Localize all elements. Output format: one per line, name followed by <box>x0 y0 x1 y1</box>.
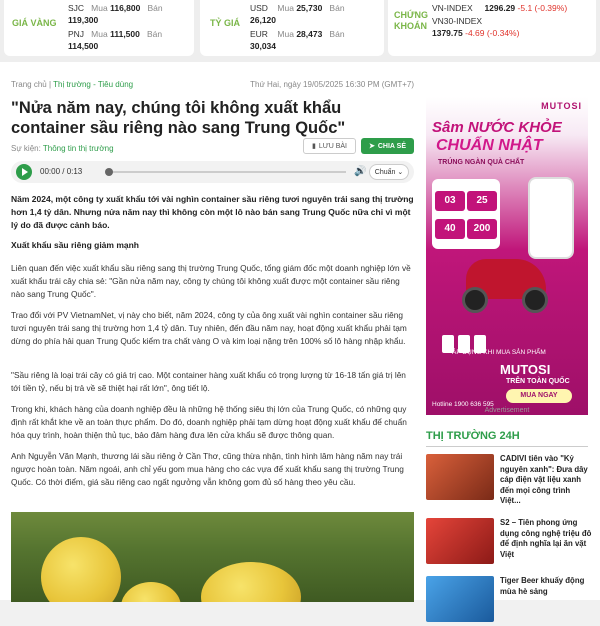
share-button[interactable] <box>361 138 414 154</box>
audio-player <box>11 161 414 183</box>
news-item[interactable] <box>426 576 588 626</box>
save-article-label: LƯU BÀI <box>318 142 347 150</box>
ad-brand-logo: MUTOSI <box>541 101 582 111</box>
ad-headline-2: CHUẨN NHẬT <box>436 137 543 154</box>
durian-shape <box>121 582 181 602</box>
audio-time: 00:00 / 0:13 <box>40 167 83 176</box>
news-thumbnail[interactable] <box>426 518 494 564</box>
news-title[interactable]: CADIVI tiên vào "Kỷ nguyên xanh": Đưa dây cáp điện vật liệu xanh đến mọi công trình Việt... <box>500 454 588 505</box>
article-paragraph: Trao đổi với PV VietnamNet, vị này cho biết, năm 2024, công ty của ông xuất vài nghìn container sầu riêng tươi nguyên trái sang thị trường hơn 1,4 tỷ dân. Tuy nhiên, đến đầu năm nay, hoạt động xuất khẩu phải tạm dừng do phía hải quan Trung Quốc kiểm tra chất vàng O và kim loại nặng trên 100% số lô hàng nhập khẩu. <box>11 310 407 346</box>
ad-prize-cell: 200 <box>467 219 497 239</box>
event-link[interactable]: Thông tin thị trường <box>42 144 114 153</box>
stock-row-vn30: VN30-INDEX <box>432 16 483 26</box>
ad-caption: Advertisement <box>484 407 530 414</box>
news-title[interactable]: S2 – Tiên phong ứng dụng công nghệ triệu đô để định nghĩa lại ăn vặt Việt <box>500 518 592 559</box>
exchange-rate-card[interactable] <box>200 0 384 56</box>
article-title: "Nửa năm nay, chúng tôi không xuất khẩu container sầu riêng nào sang Trung Quốc" <box>11 99 346 137</box>
voice-select[interactable] <box>369 164 409 180</box>
event-tag <box>11 144 114 153</box>
play-icon[interactable] <box>16 164 32 180</box>
ad-hotline: Hotline 1900 636 595 <box>432 401 494 408</box>
news-thumbnail[interactable] <box>426 576 494 622</box>
gold-sell-pnj: 114,500 <box>68 41 99 51</box>
ad-scooter-wheel <box>462 287 488 313</box>
news-thumbnail[interactable] <box>426 454 494 500</box>
news-item[interactable] <box>426 518 592 568</box>
ad-tagline: TRÚNG NGÀN QUÀ CHẤT <box>438 159 525 166</box>
ad-phone-image <box>528 177 574 259</box>
ad-brand-2: MUTOSI <box>500 362 551 377</box>
fx-label: TỶ GIÁ <box>210 18 241 28</box>
news-item[interactable] <box>426 454 588 504</box>
bookmark-icon: ▮ <box>311 143 316 150</box>
article-subheading: Xuất khẩu sầu riêng giảm mạnh <box>11 240 140 250</box>
article-paragraph: Anh Nguyễn Văn Mạnh, thương lái sầu riêng ở Cần Thơ, cũng thừa nhận, tình hình lâm hàng năm nay trái ngược hoàn toàn. Năm ngoái, anh chỉ yếu gom mua hàng cho các vựa để xuất khẩu sang thị trường Trung Quốc. Có thời điểm, giá sầu riêng cao ngất ngưởng vẫn không gom đủ số hàng theo yêu cầu. <box>11 451 404 487</box>
audio-progress-handle[interactable] <box>105 168 113 176</box>
gold-sell-sjc: 119,300 <box>68 15 99 25</box>
ad-headline: Sâm NƯỚC KHỎE <box>432 119 562 136</box>
breadcrumb-separator: | <box>48 80 52 89</box>
ad-promo-text: ÁP DỤNG KHI MUA SẢN PHẨM <box>452 349 546 356</box>
durian-shape <box>201 562 301 602</box>
stock-index-card[interactable] <box>388 0 596 56</box>
advertisement-banner[interactable] <box>426 97 588 415</box>
fx-row-usd: USD Mua 25,730 Bán <box>250 3 345 13</box>
gold-label: GIÁ VÀNG <box>12 18 57 28</box>
ad-prize-grid <box>432 179 500 249</box>
gold-row-pnj: PNJ Mua 111,500 Bán <box>68 29 163 39</box>
volume-icon[interactable]: 🔊 <box>354 166 367 177</box>
event-label: Sự kiện: <box>11 144 41 153</box>
ad-prize-cell: 03 <box>435 191 465 211</box>
breadcrumb <box>11 80 133 89</box>
market-ticker-bar <box>0 0 600 62</box>
save-article-button[interactable] <box>303 138 356 154</box>
share-label: CHIA SẺ <box>377 142 406 150</box>
stock-row-vn30-value: 1379.75 -4.69 (-0.34%) <box>432 28 520 38</box>
ad-buy-button[interactable]: MUA NGAY <box>506 389 572 403</box>
fx-sell-eur: 30,034 <box>250 41 276 51</box>
article-paragraph: "Sầu riêng là loại trái cây có giá trị cao. Một container hàng xuất khẩu có trọng lượng từ 16-18 tấn giá trị lên tới tiền tỷ, nếu bị trả về sẽ thiệt hại rất lớn", ông tiết lộ. <box>11 370 406 393</box>
voice-select-value: Chuẩn <box>374 168 396 176</box>
article-paragraph: Liên quan đến việc xuất khẩu sầu riêng sang thị trường Trung Quốc, tổng giám đốc một doanh nghiệp lớn về xuất khẩu trái cây chia sẻ: "Gần nửa năm nay, công ty chúng tôi không xuất được một container sầu riêng nào sang Trung Quốc". <box>11 263 411 299</box>
publish-date: Thứ Hai, ngày 19/05/2025 16:30 PM (GMT+7) <box>250 80 414 89</box>
breadcrumb-home[interactable]: Trang chủ <box>11 80 47 89</box>
ad-prize-cell: 40 <box>435 219 465 239</box>
article-paragraph: Trong khi, khách hàng của doanh nghiệp đều là những hệ thống siêu thị lớn của Trung Quốc, có những quy định rất khắt khe về an toàn thực phẩm. Do đó, doanh nghiệp phải tạm dừng hoạt động xuất khẩu để chuẩn hóa quy trình, hoàn thiện thủ tục, bảo đảm hàng đưa lên cửa khẩu sẽ được thông quan. <box>11 404 407 440</box>
stock-label: CHỨNG KHOÁN <box>394 10 428 31</box>
durian-shape <box>41 537 121 602</box>
article-lead: Năm 2024, một công ty xuất khẩu tới vài nghìn container sầu riêng tươi nguyên trái sang thị trường hơn 1,4 tỷ dân. Nhưng nửa năm nay thì không còn một lô nào bán sang Trung Quốc nữa chỉ vì một lý do đã được cảnh báo. <box>11 194 414 230</box>
article-page <box>0 62 600 600</box>
gold-row-sjc: SJC Mua 116,800 Bán <box>68 3 163 13</box>
article-photo <box>11 512 414 602</box>
news-title[interactable]: Tiger Beer khuấy động mùa hè sảng <box>500 576 585 596</box>
fx-sell-usd: 26,120 <box>250 15 276 25</box>
gold-price-card[interactable] <box>4 0 194 56</box>
divider <box>426 446 588 447</box>
share-icon: ➤ <box>368 143 375 150</box>
chevron-down-icon: ⌄ <box>397 169 404 176</box>
stock-row-vnindex: VN-INDEX 1296.29 -5.1 (-0.39%) <box>432 3 568 13</box>
fx-row-eur: EUR Mua 28,473 Bán <box>250 29 345 39</box>
breadcrumb-section[interactable]: Thị trường - Tiêu dùng <box>53 80 134 89</box>
ad-prize-cell: 25 <box>467 191 497 211</box>
ad-promo-text-2: TRÊN TOÀN QUỐC <box>506 378 570 385</box>
market-24h-heading[interactable]: THỊ TRƯỜNG 24H <box>426 430 520 442</box>
audio-progress-track[interactable] <box>106 171 346 173</box>
ad-scooter-wheel <box>522 287 548 313</box>
